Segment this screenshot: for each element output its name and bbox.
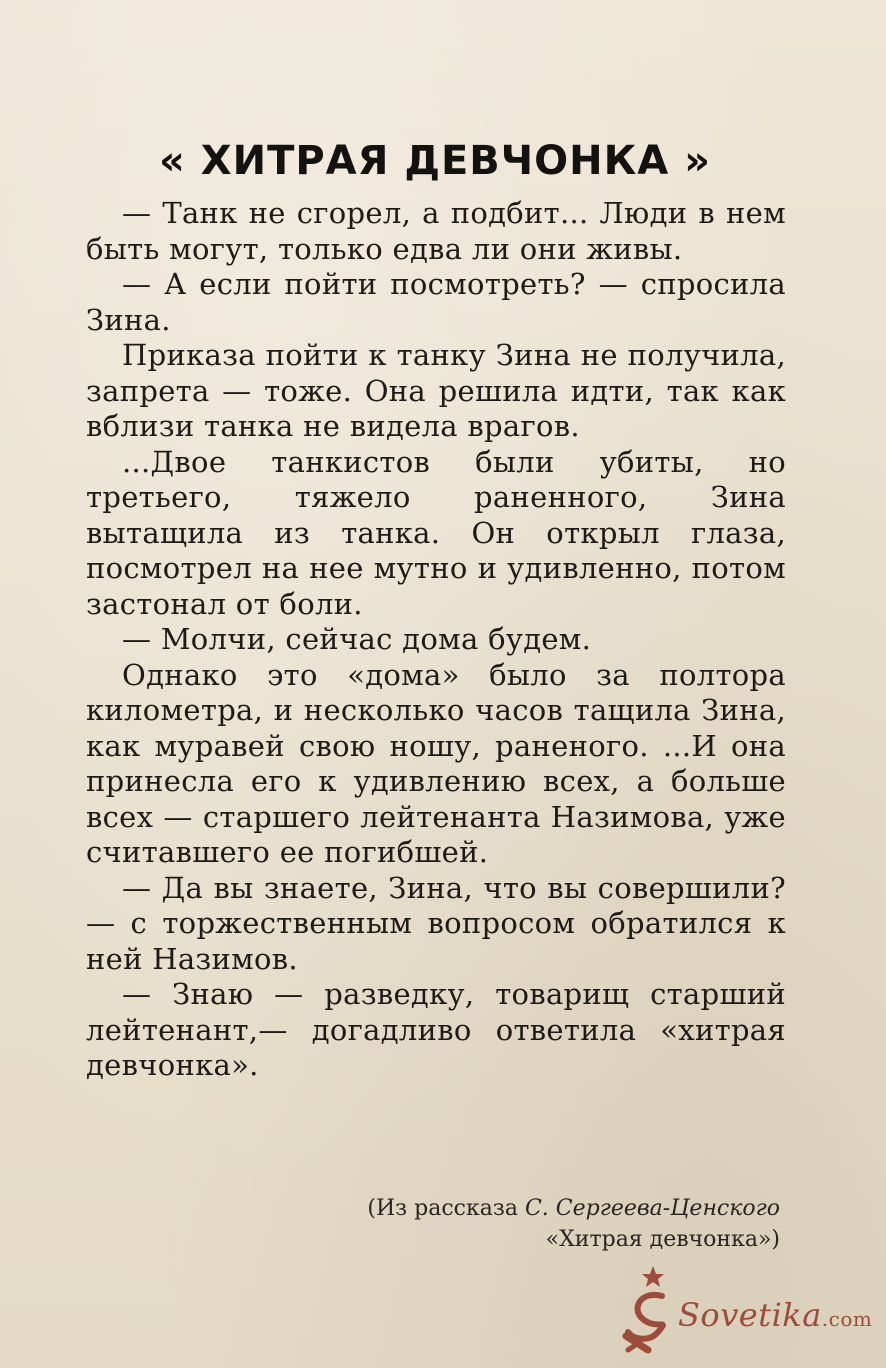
watermark-domain: .com — [821, 1307, 873, 1331]
paragraph: Приказа пойти к танку Зина не получила, запрета — тоже. Она решила идти, так как вблизи танка не видела врагов. — [86, 338, 786, 443]
source-attribution — [230, 1193, 780, 1255]
story-body — [86, 196, 786, 1084]
page-title: « ХИТРАЯ ДЕВЧОНКА » — [158, 138, 712, 184]
attribution-prefix: (Из рассказа — [367, 1196, 518, 1221]
paragraph: — Молчи, сейчас дома будем. — [122, 622, 592, 656]
paragraph: ...Двое танкистов были убиты, но третьего, тяжело раненного, Зина вытащила из танка. Он открыл глаза, посмотрел на нее мутно и удивленно, потом застонал от боли. — [86, 444, 786, 621]
sovetika-watermark — [618, 1262, 880, 1358]
paragraph: Однако это «дома» было за полтора километра, и несколько часов тащила Зина, как муравей свою ношу, раненого. ...И она принесла его к удивлению всех, а больше всех — старшего лейтенанта Назимова, уже считавшего ее погибшей. — [86, 657, 786, 869]
attribution-line-1 — [230, 1193, 780, 1224]
watermark-name: Sovetika — [678, 1296, 822, 1334]
paragraph: — А если пойти посмотреть? — спросила Зина. — [86, 267, 786, 337]
paragraph: — Знаю — разведку, товарищ старший лейтенант,— догадливо ответила «хитрая девчонка». — [86, 977, 786, 1082]
paragraph: — Танк не сгорел, а подбит... Люди в нем быть могут, только едва ли они живы. — [86, 196, 786, 266]
paragraph: — Да вы знаете, Зина, что вы совершили? — с торжественным вопросом обратился к ней Назимов. — [86, 870, 786, 976]
watermark-text — [678, 1296, 872, 1334]
attribution-author: С. Сергеева-Ценского — [524, 1196, 780, 1221]
attribution-source: «Хитрая девчонка») — [545, 1227, 780, 1252]
